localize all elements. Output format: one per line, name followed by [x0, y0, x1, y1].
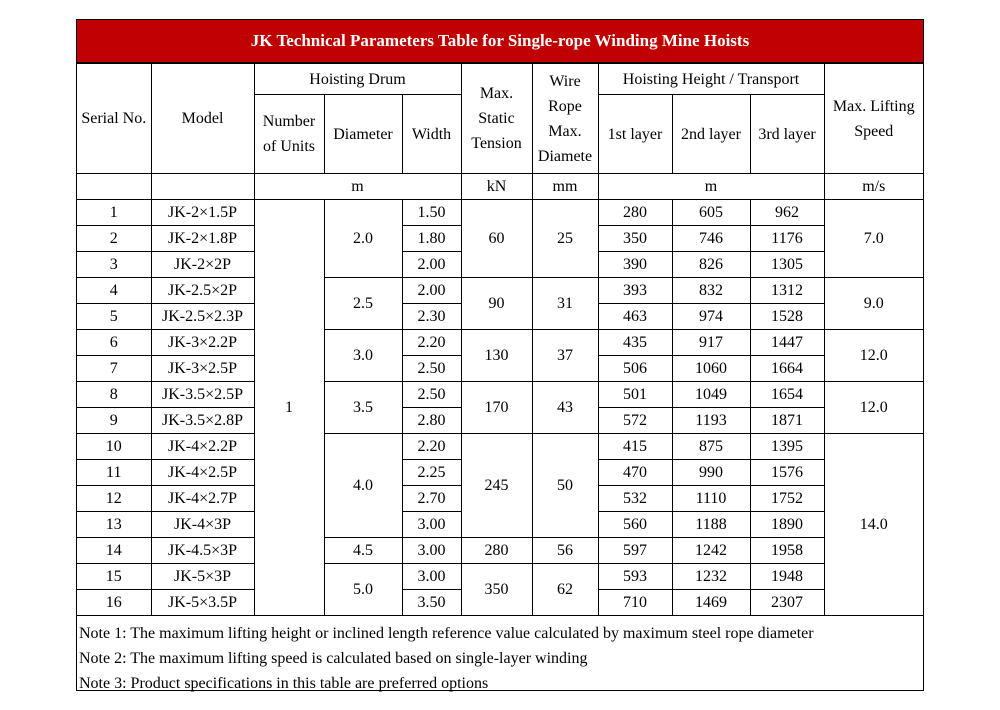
serial-cell: 3: [77, 252, 151, 278]
width-cell: 2.30: [402, 304, 461, 330]
width-cell: 2.50: [402, 382, 461, 408]
serial-cell: 2: [77, 226, 151, 252]
serial-cell: 4: [77, 278, 151, 304]
layer1-cell: 393: [598, 278, 672, 304]
layer3-cell: 1654: [750, 382, 824, 408]
units-cell: 1: [254, 200, 324, 616]
layer1-cell: 415: [598, 434, 672, 460]
layer2-cell: 1242: [672, 538, 750, 564]
width-cell: 3.50: [402, 590, 461, 616]
layer1-cell: 532: [598, 486, 672, 512]
width-cell: 2.25: [402, 460, 461, 486]
rope-cell: 37: [532, 330, 598, 382]
table-row: [77, 278, 923, 304]
rope-cell: 43: [532, 382, 598, 434]
rope-cell: 50: [532, 434, 598, 538]
layer2-cell: 1049: [672, 382, 750, 408]
serial-cell: 13: [77, 512, 151, 538]
speed-cell: 9.0: [824, 278, 923, 330]
note-3: Note 3: Product specifications in this table are preferred options: [79, 675, 489, 692]
layer3-cell: 1176: [750, 226, 824, 252]
layer1-cell: 560: [598, 512, 672, 538]
unit-speed: m/s: [824, 174, 923, 200]
layer2-cell: 1193: [672, 408, 750, 434]
model-cell: JK-2×1.8P: [151, 226, 254, 252]
layer1-cell: 280: [598, 200, 672, 226]
serial-cell: 1: [77, 200, 151, 226]
speed-cell: 14.0: [824, 434, 923, 616]
tension-cell: 60: [461, 200, 532, 278]
layer1-cell: 350: [598, 226, 672, 252]
model-cell: JK-3.5×2.8P: [151, 408, 254, 434]
diameter-cell: 3.0: [324, 330, 402, 382]
model-cell: JK-5×3.5P: [151, 590, 254, 616]
layer3-cell: 1395: [750, 434, 824, 460]
layer2-cell: 832: [672, 278, 750, 304]
layer1-cell: 501: [598, 382, 672, 408]
layer2-cell: 990: [672, 460, 750, 486]
layer1-cell: 435: [598, 330, 672, 356]
layer3-cell: 1958: [750, 538, 824, 564]
model-cell: JK-3×2.5P: [151, 356, 254, 382]
layer2-cell: 974: [672, 304, 750, 330]
header-max-lifting-speed: Max. Lifting Speed: [824, 64, 923, 174]
width-cell: 1.80: [402, 226, 461, 252]
unit-drum: m: [254, 174, 461, 200]
serial-cell: 15: [77, 564, 151, 590]
layer2-cell: 875: [672, 434, 750, 460]
note-1: Note 1: The maximum lifting height or inclined length reference value calculated by maximum steel rope diameter: [79, 625, 814, 642]
layer1-cell: 710: [598, 590, 672, 616]
layer1-cell: 390: [598, 252, 672, 278]
layer3-cell: 962: [750, 200, 824, 226]
layer1-cell: 593: [598, 564, 672, 590]
layer2-cell: 1232: [672, 564, 750, 590]
layer2-cell: 746: [672, 226, 750, 252]
header-number-of-units: Number of Units: [254, 95, 324, 174]
width-cell: 2.50: [402, 356, 461, 382]
table-title: JK Technical Parameters Table for Single-rope Winding Mine Hoists: [77, 20, 923, 63]
unit-rope: mm: [532, 174, 598, 200]
layer3-cell: 1312: [750, 278, 824, 304]
serial-cell: 16: [77, 590, 151, 616]
units-row: [77, 174, 923, 200]
model-cell: JK-3.5×2.5P: [151, 382, 254, 408]
width-cell: 1.50: [402, 200, 461, 226]
header-max-static-tension: Max. Static Tension: [461, 64, 532, 174]
tension-cell: 350: [461, 564, 532, 616]
model-cell: JK-2×1.5P: [151, 200, 254, 226]
speed-cell: 12.0: [824, 382, 923, 434]
diameter-cell: 2.5: [324, 278, 402, 330]
model-cell: JK-4.5×3P: [151, 538, 254, 564]
layer1-cell: 463: [598, 304, 672, 330]
header-wire-rope-diameter: Wire Rope Max. Diamete: [532, 64, 598, 174]
header-serial: Serial No.: [77, 64, 151, 174]
serial-cell: 11: [77, 460, 151, 486]
serial-cell: 6: [77, 330, 151, 356]
layer2-cell: 826: [672, 252, 750, 278]
header-1st-layer: 1st layer: [598, 95, 672, 174]
model-cell: JK-4×2.5P: [151, 460, 254, 486]
layer3-cell: 1871: [750, 408, 824, 434]
model-cell: JK-4×2.7P: [151, 486, 254, 512]
note-2: Note 2: The maximum lifting speed is calculated based on single-layer winding: [79, 650, 588, 667]
tension-cell: 130: [461, 330, 532, 382]
header-model: Model: [151, 64, 254, 174]
layer3-cell: 1752: [750, 486, 824, 512]
rope-cell: 31: [532, 278, 598, 330]
layer3-cell: 1528: [750, 304, 824, 330]
diameter-cell: 4.0: [324, 434, 402, 538]
serial-cell: 8: [77, 382, 151, 408]
layer1-cell: 470: [598, 460, 672, 486]
serial-cell: 5: [77, 304, 151, 330]
layer2-cell: 1188: [672, 512, 750, 538]
width-cell: 3.00: [402, 538, 461, 564]
header-3rd-layer: 3rd layer: [750, 95, 824, 174]
model-cell: JK-2.5×2.3P: [151, 304, 254, 330]
table-row: [77, 382, 923, 408]
width-cell: 3.00: [402, 512, 461, 538]
layer2-cell: 605: [672, 200, 750, 226]
width-cell: 2.20: [402, 330, 461, 356]
model-cell: JK-2.5×2P: [151, 278, 254, 304]
width-cell: 3.00: [402, 564, 461, 590]
layer2-cell: 1060: [672, 356, 750, 382]
layer2-cell: 917: [672, 330, 750, 356]
serial-cell: 9: [77, 408, 151, 434]
table-row: [77, 564, 923, 590]
header-hoisting-drum: Hoisting Drum: [254, 64, 461, 95]
width-cell: 2.00: [402, 252, 461, 278]
unit-height: m: [598, 174, 824, 200]
model-cell: JK-4×3P: [151, 512, 254, 538]
unit-blank: [151, 174, 254, 200]
tension-cell: 170: [461, 382, 532, 434]
diameter-cell: 2.0: [324, 200, 402, 278]
rope-cell: 56: [532, 538, 598, 564]
header-row-1: [77, 64, 923, 95]
width-cell: 2.20: [402, 434, 461, 460]
serial-cell: 7: [77, 356, 151, 382]
layer3-cell: 1664: [750, 356, 824, 382]
layer3-cell: 1948: [750, 564, 824, 590]
rope-cell: 62: [532, 564, 598, 616]
model-cell: JK-5×3P: [151, 564, 254, 590]
table-row: [77, 538, 923, 564]
width-cell: 2.70: [402, 486, 461, 512]
model-cell: JK-4×2.2P: [151, 434, 254, 460]
unit-tension: kN: [461, 174, 532, 200]
notes-section: [77, 616, 923, 696]
header-2nd-layer: 2nd layer: [672, 95, 750, 174]
layer3-cell: 1890: [750, 512, 824, 538]
diameter-cell: 3.5: [324, 382, 402, 434]
parameters-table: [77, 63, 923, 616]
speed-cell: 12.0: [824, 330, 923, 382]
spec-table-frame: [76, 19, 924, 691]
speed-cell: 7.0: [824, 200, 923, 278]
layer2-cell: 1469: [672, 590, 750, 616]
model-cell: JK-3×2.2P: [151, 330, 254, 356]
diameter-cell: 4.5: [324, 538, 402, 564]
layer1-cell: 506: [598, 356, 672, 382]
layer3-cell: 1576: [750, 460, 824, 486]
serial-cell: 12: [77, 486, 151, 512]
layer2-cell: 1110: [672, 486, 750, 512]
serial-cell: 10: [77, 434, 151, 460]
diameter-cell: 5.0: [324, 564, 402, 616]
width-cell: 2.00: [402, 278, 461, 304]
layer3-cell: 2307: [750, 590, 824, 616]
header-hoisting-height: Hoisting Height / Transport: [598, 64, 824, 95]
unit-blank: [77, 174, 151, 200]
serial-cell: 14: [77, 538, 151, 564]
table-row: [77, 434, 923, 460]
model-cell: JK-2×2P: [151, 252, 254, 278]
layer1-cell: 597: [598, 538, 672, 564]
rope-cell: 25: [532, 200, 598, 278]
layer1-cell: 572: [598, 408, 672, 434]
layer3-cell: 1305: [750, 252, 824, 278]
table-row: [77, 200, 923, 226]
tension-cell: 245: [461, 434, 532, 538]
header-width: Width: [402, 95, 461, 174]
tension-cell: 280: [461, 538, 532, 564]
tension-cell: 90: [461, 278, 532, 330]
layer3-cell: 1447: [750, 330, 824, 356]
table-row: [77, 330, 923, 356]
width-cell: 2.80: [402, 408, 461, 434]
header-diameter: Diameter: [324, 95, 402, 174]
